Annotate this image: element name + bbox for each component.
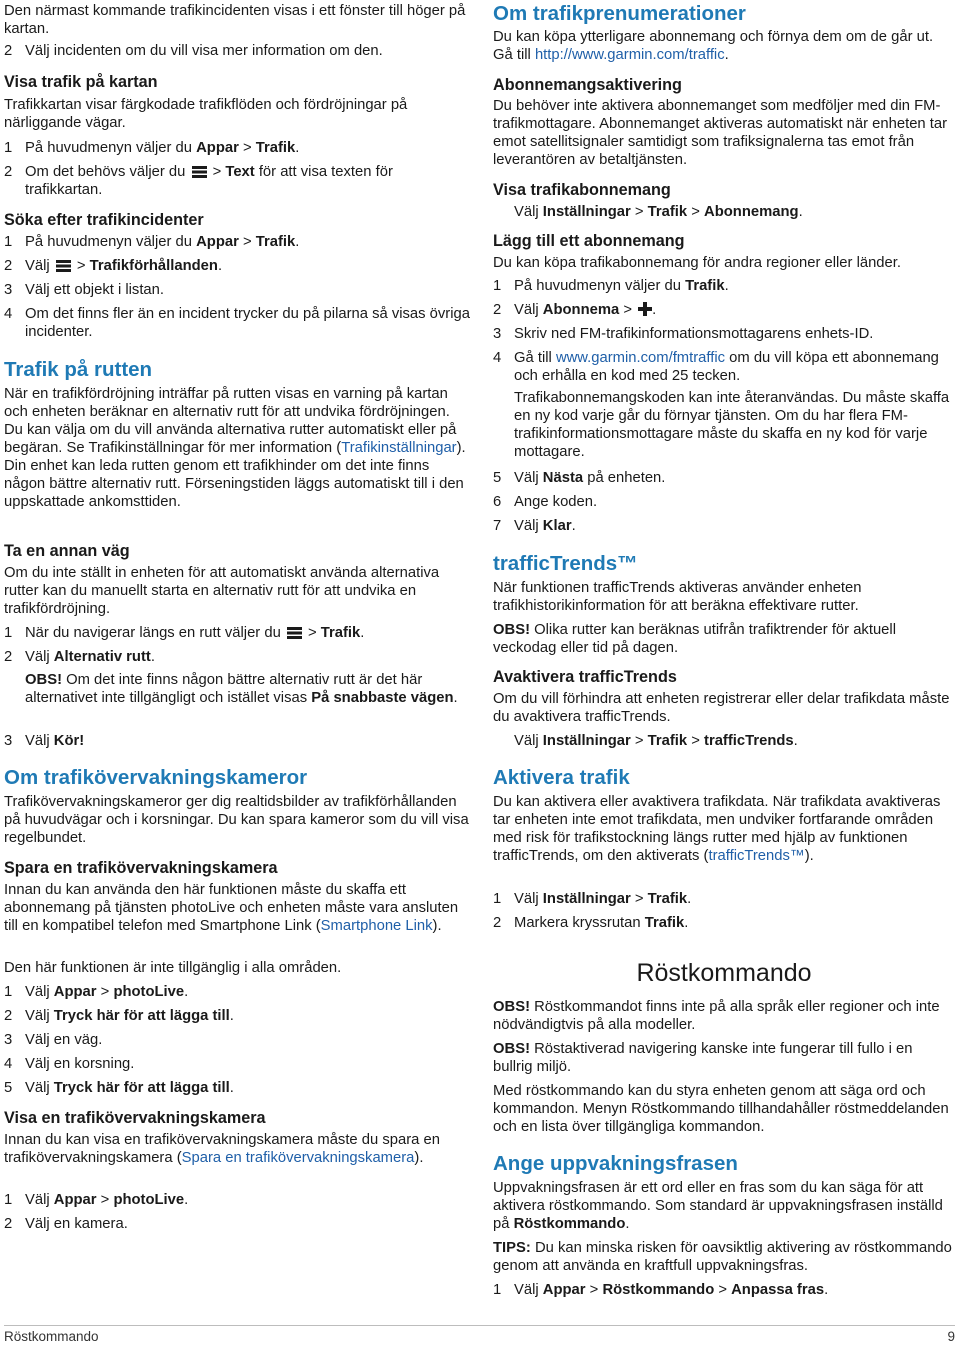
paragraph: Trafikkartan visar färgkodade trafikflöden och fördröjningar på närliggande vägar.	[4, 97, 408, 131]
section-heading: Om trafikövervakningskameror	[4, 766, 308, 789]
step-number: 5	[493, 470, 502, 486]
step-text: Välj Appar > photoLive.	[25, 984, 189, 1000]
footer-section-title: Röstkommando	[4, 1329, 99, 1344]
step-item	[493, 277, 955, 295]
step-item	[4, 648, 470, 666]
paragraph: Om du inte ställt in enheten för att automatiskt använda alternativa rutter kan du manuellt starta en alternativ rutt för att undvika en trafikfördröjning.	[4, 565, 440, 617]
paragraph: Du kan köpa trafikabonnemang för andra regioner eller länder.	[493, 255, 901, 271]
step-number: 1	[4, 984, 13, 1000]
step-number: 1	[4, 140, 13, 156]
paragraph: TIPS: Du kan minska risken för oavsiktlig aktivering av röstkommando genom att använda en kraftfull uppvakningsfras.	[493, 1240, 952, 1274]
step-item	[4, 257, 470, 275]
step-text: När du navigerar längs en rutt väljer du > Trafik.	[25, 625, 365, 641]
step-text: Gå till www.garmin.com/fmtraffic om du vill köpa ett abonnemang och erhålla en kod med 25 tecken.	[514, 350, 939, 384]
step-note: Välj Inställningar > Trafik > Abonnemang.	[514, 204, 803, 220]
step-item	[493, 914, 955, 932]
step-item	[4, 983, 470, 1001]
step-item	[4, 42, 470, 60]
step-item	[4, 1079, 470, 1097]
step-text: Välj Inställningar > Trafik.	[514, 891, 692, 907]
paragraph: När en trafikfördröjning inträffar på rutten visas en varning på kartan och enheten beräknar en alternativ rutt för att undvika fördröjningen. Du kan välja om du vill använda alternativa rutter automatiskt eller på begäran. Se Trafikinställningar för mer information (Trafikinställningar). Din enhet kan leda rutten genom ett trafikhinder om det inte finns någon bättre alternativ rutt. Förseningstiden läggs automatiskt till i den uppskattade ankomsttiden.	[4, 386, 466, 510]
step-note: OBS! Om det inte finns någon bättre alternativ rutt är det här alternativet inte tillgängligt och istället visas På snabbaste vägen.	[25, 672, 458, 706]
step-number: 2	[493, 915, 502, 931]
step-number: 1	[4, 1192, 13, 1208]
step-item	[4, 163, 470, 199]
step-number: 2	[4, 1216, 13, 1232]
paragraph: När funktionen trafficTrends aktiveras använder enheten trafikhistorikinformation för att beräkna effektivare rutter.	[493, 580, 862, 614]
step-note: Trafikabonnemangskoden kan inte återanvändas. Du måste skaffa en ny kod varje går du förnyar tjänsten. Om du har flera FM-trafikinformationsmottagare måste du skaffa en ny kod för varje mottagare.	[514, 390, 950, 460]
step-item	[4, 139, 470, 157]
subsection-heading: Abonnemangsaktivering	[493, 76, 682, 94]
step-text: Välj Tryck här för att lägga till.	[25, 1080, 234, 1096]
step-text: Välj Appar > photoLive.	[25, 1192, 189, 1208]
step-text: Skriv ned FM-trafikinformationsmottagarens enhets-ID.	[514, 326, 874, 342]
step-text: Välj Appar > Röstkommando > Anpassa fras.	[514, 1282, 829, 1298]
step-number: 3	[493, 326, 502, 342]
paragraph: Trafikövervakningskameror ger dig realtidsbilder av trafikförhållanden på huvudvägar och i korsningar. Du kan spara kameror som du vill visa regelbundet.	[4, 794, 469, 846]
step-text: På huvudmenyn väljer du Appar > Trafik.	[25, 234, 300, 250]
step-number: 4	[4, 1056, 13, 1072]
paragraph: Den här funktionen är inte tillgänglig i alla områden.	[4, 960, 342, 976]
subsection-heading: Söka efter trafikincidenter	[4, 211, 204, 229]
step-item	[4, 1007, 470, 1025]
paragraph: Du behöver inte aktivera abonnemanget som medföljer med din FM-trafikmottagare. Abonnemanget aktiveras automatiskt när enheten tar emot satellitsignaler samtidigt som trafiksignalerna tas emot från leverantören av betaltjänsten.	[493, 98, 948, 168]
step-item	[493, 325, 955, 343]
step-text: På huvudmenyn väljer du Appar > Trafik.	[25, 140, 300, 156]
paragraph: Den närmast kommande trafikincidenten visas i ett fönster till höger på kartan.	[4, 3, 466, 37]
menu-icon	[192, 166, 207, 178]
step-note: Välj Inställningar > Trafik > trafficTrends.	[514, 733, 798, 749]
subsection-heading: Avaktivera trafficTrends	[493, 668, 677, 686]
cross-reference-link[interactable]: Smartphone Link	[320, 918, 433, 934]
step-number: 1	[493, 278, 502, 294]
step-item	[4, 1055, 470, 1073]
cross-reference-link[interactable]: trafficTrends™	[708, 848, 805, 864]
cross-reference-link[interactable]: www.garmin.com/fmtraffic	[555, 350, 726, 366]
section-heading: Ange uppvakningsfrasen	[493, 1152, 738, 1175]
paragraph: OBS! Olika rutter kan beräknas utifrån trafiktrender för aktuell veckodag eller tid på dagen.	[493, 622, 896, 656]
step-number: 2	[493, 302, 502, 318]
step-text: Välj incidenten om du vill visa mer information om den.	[25, 43, 383, 59]
paragraph: Innan du kan använda den här funktionen måste du skaffa ett abonnemang på tjänsten photoLive och enheten måste vara ansluten till en kompatibel telefon med Smartphone Link (Smartphone Link).	[4, 882, 459, 934]
step-item	[4, 1191, 470, 1209]
step-text: Välj Tryck här för att lägga till.	[25, 1008, 234, 1024]
menu-icon	[56, 260, 71, 272]
step-text: Välj Kör!	[25, 733, 85, 749]
step-number: 1	[493, 891, 502, 907]
step-text: Välj Nästa på enheten.	[514, 470, 666, 486]
paragraph: Innan du kan visa en trafikövervakningskamera måste du spara en trafikövervakningskamera (Spara en trafikövervakningskamera).	[4, 1132, 440, 1166]
plus-icon	[638, 302, 652, 316]
step-number: 1	[493, 1282, 502, 1298]
step-number: 4	[4, 306, 13, 322]
paragraph: Du kan aktivera eller avaktivera trafikdata. När trafikdata avaktiveras tar enheten inte emot trafikdata, men undviker fortfarande områden med risk för trafikstockning längs rutter med hjälp av funktionen trafficTrends, om den aktiverats (trafficTrends™).	[493, 794, 941, 864]
step-number: 2	[4, 1008, 13, 1024]
step-text: Välj en kamera.	[25, 1216, 128, 1232]
subsection-heading: Visa en trafikövervakningskamera	[4, 1109, 266, 1127]
subsection-heading: Spara en trafikövervakningskamera	[4, 859, 278, 877]
step-item	[4, 1215, 470, 1233]
step-item	[493, 349, 955, 385]
step-number: 3	[4, 282, 13, 298]
step-text: På huvudmenyn väljer du Trafik.	[514, 278, 729, 294]
step-item	[493, 517, 955, 535]
step-number: 6	[493, 494, 502, 510]
paragraph: OBS! Röstaktiverad navigering kanske inte fungerar till fullo i en bullrig miljö.	[493, 1041, 913, 1075]
step-text: Ange koden.	[514, 494, 598, 510]
page-number: 9	[947, 1329, 955, 1344]
chapter-title: Röstkommando	[636, 959, 812, 987]
step-text: Välj ett objekt i listan.	[25, 282, 164, 298]
subsection-heading: Visa trafikabonnemang	[493, 181, 671, 199]
step-number: 2	[4, 43, 13, 59]
step-text: Markera kryssrutan Trafik.	[514, 915, 689, 931]
section-heading: Aktivera trafik	[493, 766, 630, 789]
step-number: 7	[493, 518, 502, 534]
step-item	[493, 890, 955, 908]
section-heading: Om trafikprenumerationer	[493, 2, 746, 25]
footer-divider	[4, 1325, 955, 1326]
paragraph: Du kan köpa ytterligare abonnemang och förnya dem om de går ut. Gå till http://www.garmin.com/traffic.	[493, 29, 934, 63]
paragraph: Med röstkommando kan du styra enheten genom att säga ord och kommandon. Menyn Röstkommando tillhandahåller röstmeddelanden och en lista över tillgängliga kommandon.	[493, 1083, 949, 1135]
step-item	[493, 493, 955, 511]
step-text: Välj > Trafikförhållanden.	[25, 258, 223, 274]
step-text: Om det behövs väljer du > Text för att visa texten för trafikkartan.	[25, 164, 393, 198]
paragraph: OBS! Röstkommandot finns inte på alla språk eller regioner och inte nödvändigtvis på alla modeller.	[493, 999, 940, 1033]
step-number: 3	[4, 1032, 13, 1048]
step-text: Välj Abonnema > .	[514, 302, 657, 318]
step-item	[4, 732, 470, 750]
step-text: Välj Alternativ rutt.	[25, 649, 155, 665]
paragraph: Uppvakningsfrasen är ett ord eller en fras som du kan säga för att aktivera röstkommando. Som standard är uppvakningsfrasen inställd på Röstkommando.	[493, 1180, 943, 1232]
cross-reference-link[interactable]: Trafikinställningar	[341, 440, 457, 456]
step-item	[493, 1281, 955, 1299]
step-item	[4, 624, 470, 642]
step-number: 2	[4, 164, 13, 180]
cross-reference-link[interactable]: http://www.garmin.com/traffic	[534, 47, 725, 63]
subsection-heading: Ta en annan väg	[4, 542, 130, 560]
step-number: 1	[4, 234, 13, 250]
step-number: 5	[4, 1080, 13, 1096]
step-item	[493, 469, 955, 487]
step-number: 4	[493, 350, 502, 366]
menu-icon	[287, 627, 302, 639]
step-number: 2	[4, 258, 13, 274]
step-number: 2	[4, 649, 13, 665]
step-text: Om det finns fler än en incident trycker du på pilarna så visas övriga incidenter.	[25, 306, 470, 340]
step-item	[493, 301, 955, 319]
section-heading: Trafik på rutten	[4, 358, 153, 381]
section-heading: trafficTrends™	[493, 552, 638, 575]
step-item	[4, 1031, 470, 1049]
subsection-heading: Visa trafik på kartan	[4, 73, 158, 91]
step-number: 1	[4, 625, 13, 641]
subsection-heading: Lägg till ett abonnemang	[493, 232, 685, 250]
step-item	[4, 281, 470, 299]
step-number: 3	[4, 733, 13, 749]
step-text: Välj Klar.	[514, 518, 576, 534]
step-text: Välj en väg.	[25, 1032, 103, 1048]
step-text: Välj en korsning.	[25, 1056, 135, 1072]
step-item	[4, 305, 470, 341]
paragraph: Om du vill förhindra att enheten registrerar eller delar trafikdata måste du avaktivera trafficTrends.	[493, 691, 950, 725]
cross-reference-link[interactable]: Spara en trafikövervakningskamera	[181, 1150, 415, 1166]
step-item	[4, 233, 470, 251]
